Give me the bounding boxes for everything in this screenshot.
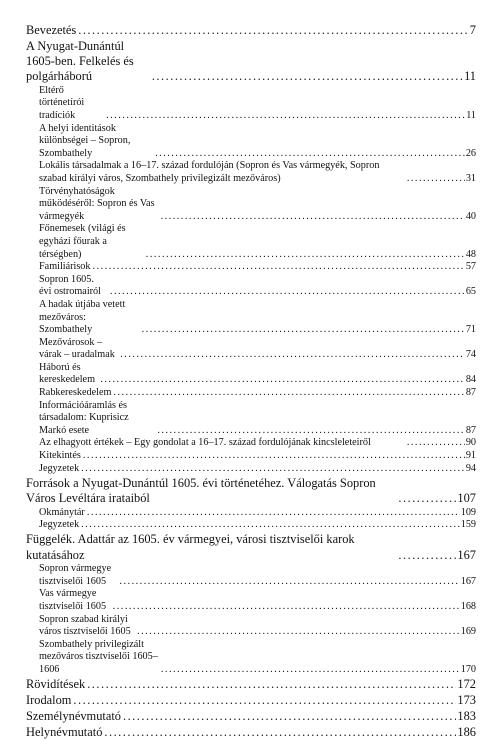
- toc-entry-title: Bevezetés: [26, 22, 77, 37]
- toc-page-number: 186: [457, 725, 476, 740]
- toc-page-number: 11: [466, 110, 476, 121]
- toc-chapter-entry: [26, 709, 476, 724]
- toc-dot-leader: [91, 261, 465, 274]
- toc-section-entry: [26, 223, 476, 261]
- toc-page-number: 57: [465, 261, 476, 273]
- toc-dot-leader: [396, 491, 456, 506]
- toc-entry-title: Okmánytár: [39, 506, 85, 518]
- toc-section-entry: [26, 362, 476, 387]
- toc-dot-leader: [405, 173, 465, 186]
- toc-dot-leader: [85, 507, 460, 520]
- toc-section-entry: [26, 519, 476, 532]
- toc-entry-title: Sopron szabad királyi város tisztviselői 1605: [39, 613, 131, 638]
- toc-entry-title: Rabkereskedelem: [39, 387, 112, 399]
- toc-dot-leader: [79, 519, 460, 532]
- toc-page-number: 167: [457, 547, 476, 562]
- toc-entry-title: A helyi identitások különbségei – Sopron, Szombathely: [39, 122, 131, 159]
- toc-chapter-entry: [26, 532, 476, 563]
- toc-dot-leader: [153, 148, 465, 161]
- toc-section-entry: [26, 588, 476, 613]
- toc-page-number: 90: [465, 437, 476, 449]
- table-of-contents: [26, 22, 476, 741]
- toc-entry-title: Függelék. Adattár az 1605. év vármegyei, városi tisztviselői karok kutatásához: [26, 532, 355, 562]
- toc-page-number: 183: [457, 709, 476, 724]
- toc-dot-leader: [71, 693, 456, 708]
- toc-entry-title: Rövidítések: [26, 677, 86, 692]
- toc-page-number: 167: [460, 575, 476, 587]
- toc-dot-leader: [102, 725, 456, 740]
- toc-section-entry: [26, 450, 476, 463]
- toc-dot-leader: [108, 286, 465, 299]
- toc-section-entry: [26, 463, 476, 476]
- toc-page-number: 109: [460, 506, 476, 518]
- toc-section-entry: [26, 437, 476, 450]
- toc-page-number: 11: [464, 69, 476, 84]
- toc-page-number: 31: [465, 172, 476, 184]
- toc-entry-title: Jegyzetek: [39, 519, 80, 531]
- toc-dot-leader: [159, 211, 465, 224]
- toc-dot-leader: [76, 23, 469, 38]
- toc-entry-title: Sopron 1605. évi ostromairól: [39, 273, 101, 298]
- toc-page-number: 172: [457, 677, 476, 692]
- toc-section-entry: [26, 507, 476, 520]
- toc-entry-title: Sopron vármegye tisztviselői 1605: [39, 563, 112, 587]
- toc-entry-title: Személynévmutató: [26, 709, 121, 724]
- toc-section-entry: [26, 337, 476, 362]
- toc-entry-title: Familiárisok: [39, 261, 91, 273]
- toc-dot-leader: [117, 576, 459, 589]
- toc-chapter-entry: [26, 725, 476, 740]
- toc-entry-title: A hadak útjába vetett mezőváros: Szombathely: [39, 298, 126, 336]
- toc-entry-title: A Nyugat-Dunántúl 1605-ben. Felkelés és polgárháború: [26, 38, 134, 84]
- toc-entry-title: Eltérő történetírói tradíciók: [39, 84, 85, 121]
- toc-section-entry: [26, 400, 476, 438]
- toc-entry-title: Információáramlás és társadalom: Kuprisicz Markó esete: [39, 399, 129, 436]
- toc-section-entry: [26, 85, 476, 123]
- toc-page-number: 91: [465, 450, 476, 462]
- toc-page-number: 87: [465, 387, 476, 399]
- toc-entry-title: Irodalom: [26, 693, 72, 708]
- toc-entry-title: Az elhagyott értékek – Egy gondolat a 16–17. század fordulójának kincsleleteiről: [39, 437, 371, 449]
- toc-dot-leader: [111, 601, 460, 614]
- toc-page-number: 74: [465, 349, 476, 361]
- toc-chapter-entry: [26, 476, 476, 507]
- toc-chapter-entry: [26, 677, 476, 692]
- toc-entry-title: Vas vármegye tisztviselői 1605: [39, 588, 107, 612]
- toc-entry-title: Mezővárosok – várak – uradalmak: [39, 336, 115, 361]
- toc-page-number: 48: [465, 248, 476, 260]
- toc-dot-leader: [118, 349, 465, 362]
- toc-entry-title: Források a Nyugat-Dunántúl 1605. évi történetéhez. Válogatás Sopron Város Levéltára irataiból: [26, 475, 376, 506]
- toc-entry-title: Törvényhatóságok működéséről: Sopron és Vas vármegyék: [39, 185, 155, 222]
- toc-entry-title: Szombathely privilegizált mezőváros tisztviselői 1605–1606: [39, 638, 158, 675]
- toc-section-entry: [26, 186, 476, 224]
- toc-dot-leader: [140, 324, 465, 337]
- toc-section-entry: [26, 639, 476, 677]
- toc-section-entry: [26, 563, 476, 588]
- toc-dot-leader: [121, 709, 456, 724]
- toc-dot-leader: [85, 677, 456, 692]
- toc-page-number: 169: [460, 626, 476, 638]
- toc-dot-leader: [135, 626, 460, 639]
- toc-chapter-entry: [26, 39, 476, 85]
- toc-section-entry: [26, 123, 476, 161]
- toc-section-entry: [26, 299, 476, 337]
- toc-section-entry: [26, 160, 476, 185]
- toc-dot-leader: [396, 548, 456, 563]
- toc-dot-leader: [81, 450, 465, 463]
- toc-section-entry: [26, 274, 476, 299]
- toc-chapter-entry: [26, 23, 476, 38]
- toc-page-number: 87: [465, 424, 476, 436]
- toc-entry-title: Kitekintés: [39, 450, 81, 462]
- toc-page-number: 170: [460, 663, 476, 675]
- toc-page-number: 173: [457, 693, 476, 708]
- toc-entry-title: Lokális társadalmak a 16–17. század fordulóján (Sopron és Vas vármegyék, Sopron szabad királyi város, Szombathely privilegizált mezőváros): [39, 160, 380, 184]
- toc-chapter-entry: [26, 693, 476, 708]
- toc-page-number: 71: [465, 324, 476, 336]
- toc-dot-leader: [111, 387, 464, 400]
- toc-page-number: 107: [457, 491, 476, 506]
- toc-dot-leader: [405, 437, 465, 450]
- toc-entry-title: Főnemesek (világi és egyházi főurak a térségben): [39, 223, 126, 260]
- toc-page-number: 94: [465, 462, 476, 474]
- toc-dot-leader: [144, 249, 465, 262]
- toc-page-number: 26: [465, 147, 476, 159]
- toc-section-entry: [26, 614, 476, 639]
- toc-dot-leader: [159, 664, 460, 677]
- toc-page-number: 159: [460, 519, 476, 531]
- toc-dot-leader: [79, 463, 465, 476]
- toc-dot-leader: [98, 374, 464, 387]
- toc-page-number: 84: [465, 374, 476, 386]
- toc-dot-leader: [104, 110, 465, 123]
- toc-dot-leader: [155, 425, 464, 438]
- toc-page-number: 168: [460, 601, 476, 612]
- toc-page-number: 65: [465, 286, 476, 298]
- toc-entry-title: Jegyzetek: [39, 462, 80, 474]
- toc-entry-title: Háború és kereskedelem: [39, 361, 96, 386]
- toc-section-entry: [26, 261, 476, 274]
- toc-section-entry: [26, 387, 476, 400]
- toc-entry-title: Helynévmutató: [26, 725, 103, 740]
- toc-dot-leader: [150, 69, 463, 84]
- toc-page-number: 40: [465, 210, 476, 222]
- toc-page-number: 7: [469, 22, 476, 37]
